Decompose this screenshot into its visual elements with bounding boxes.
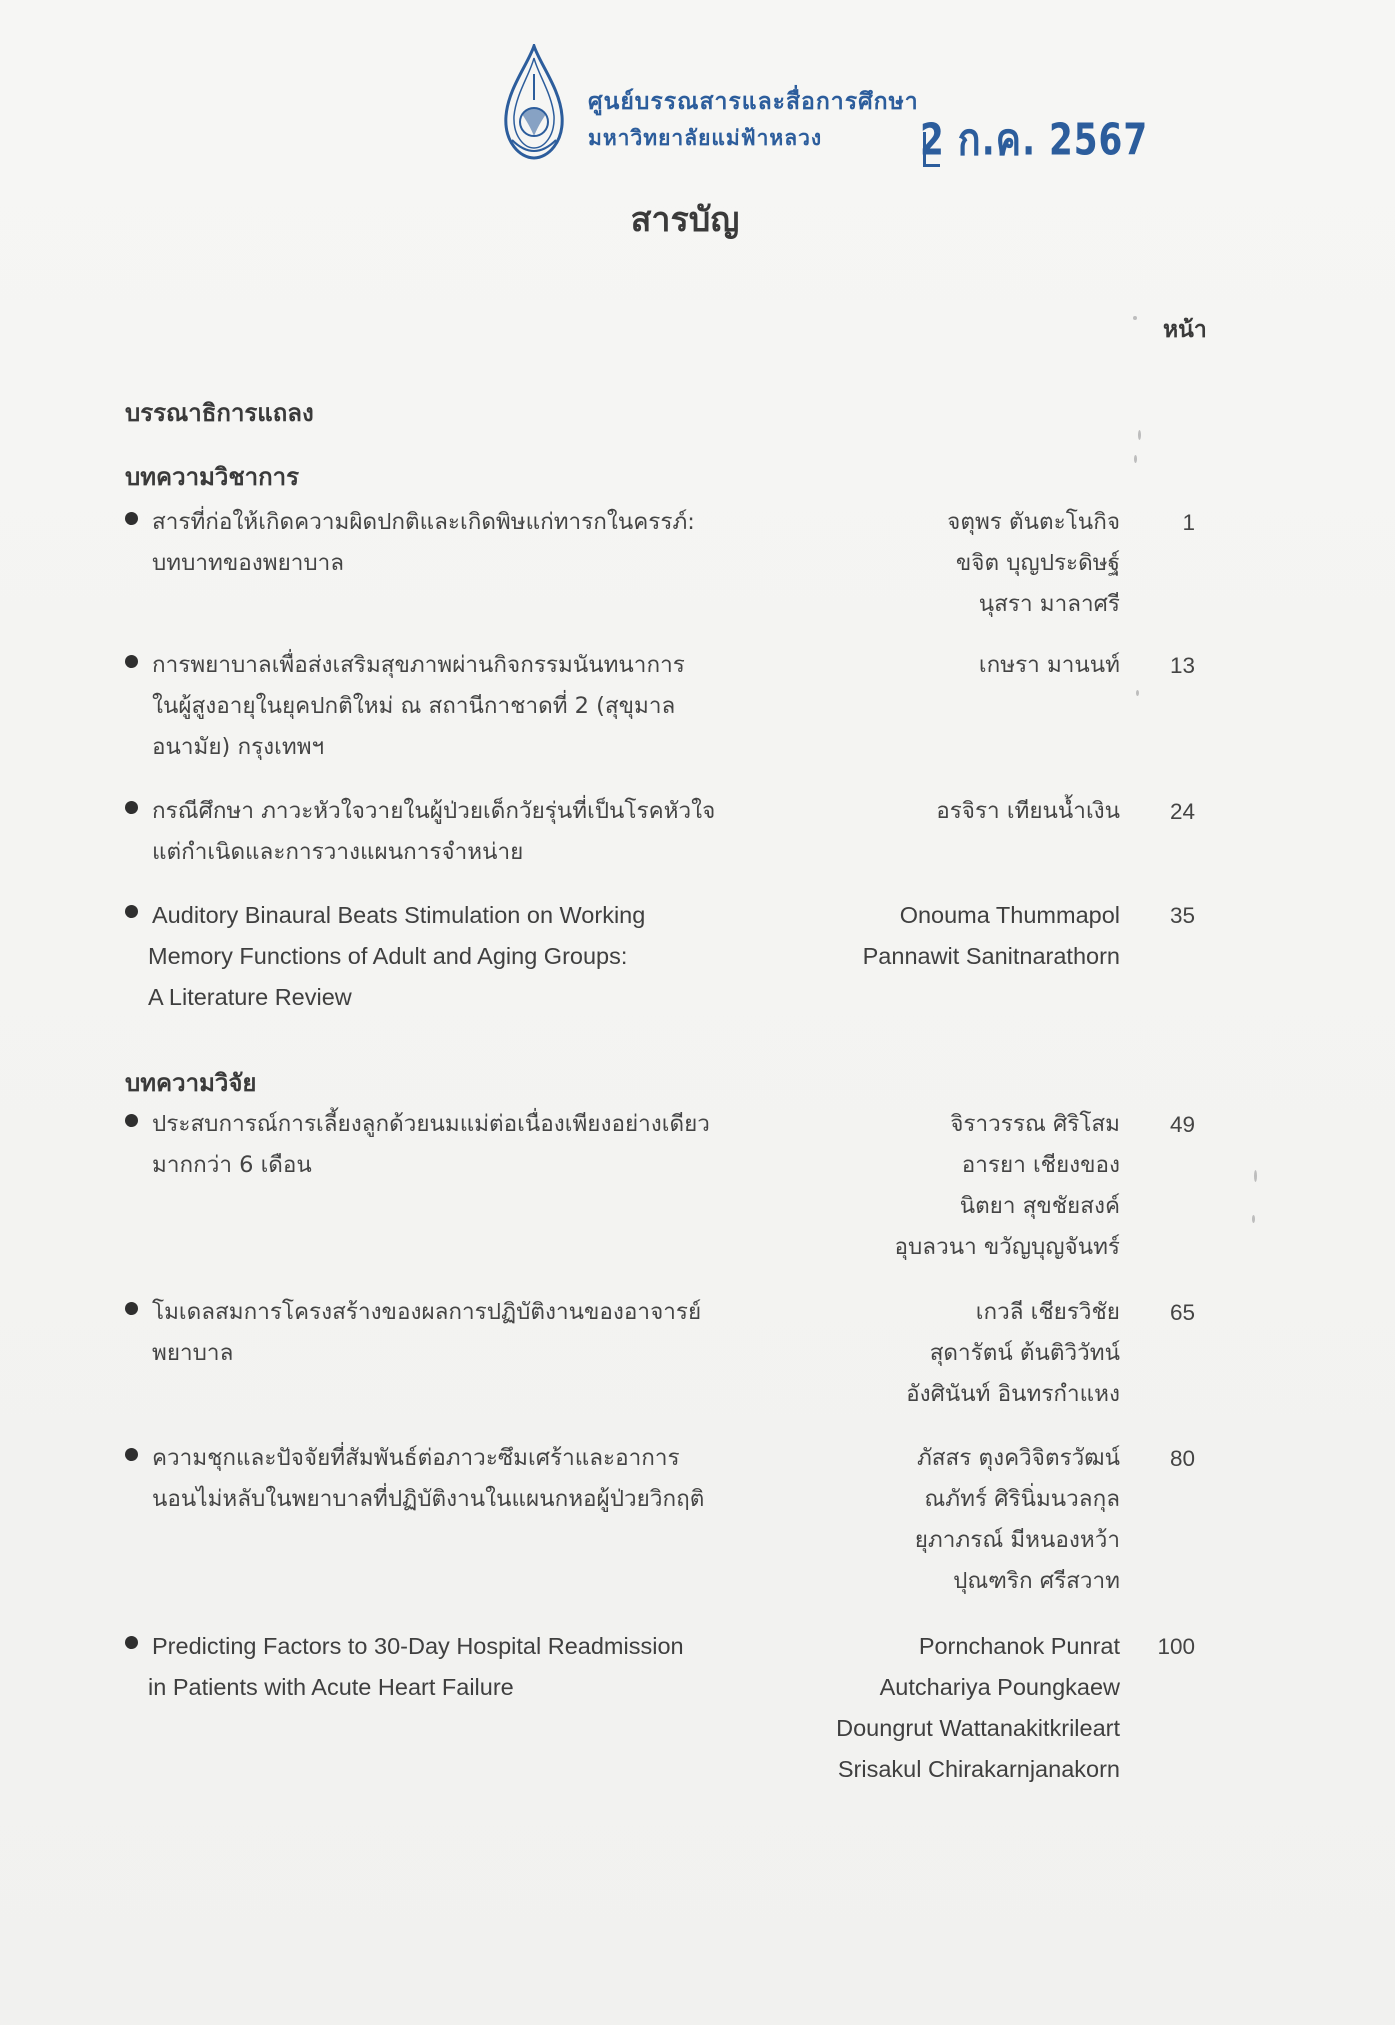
author-name: นุสรา มาลาศรี [978,591,1120,617]
entry-title [152,645,852,768]
author-name: อังศินันท์ อินทรกำแหง [906,1381,1120,1407]
entry-title-line: มากกว่า 6 เดือน [152,1152,312,1178]
entry-authors [894,1104,1120,1268]
bullet-icon [125,1448,138,1461]
author-name: เกษรา มานนท์ [978,652,1120,678]
library-stamp [498,44,1198,174]
entry-title-line: พยาบาล [152,1340,234,1366]
entry-page-number: 80 [1169,1446,1195,1471]
entry-authors [915,1438,1120,1602]
bullet-icon [125,1636,138,1649]
entry-title-line: ความชุกและปัจจัยที่สัมพันธ์ต่อภาวะซึมเศร้าและอาการ [152,1445,680,1471]
entry-page-number: 49 [1169,1112,1195,1137]
author-name: ณภัทร์ ศิรินิ่มนวลกุล [924,1486,1120,1512]
author-name: จิราวรรณ ศิริโสม [950,1111,1120,1137]
section-heading-academic: บทความวิชาการ [125,463,300,491]
entry-title [152,502,852,584]
bullet-icon [125,905,138,918]
bullet-icon [125,801,138,814]
entry-authors [936,791,1120,832]
entry-title-line: ในผู้สูงอายุในยุคปกติใหม่ ณ สถานีกาชาดที่ 2 (สุขุมาล [152,693,676,719]
section-heading-research: บทความวิจัย [125,1069,257,1097]
entry-page-number: 35 [1169,903,1195,928]
author-name: Onouma Thummapol [899,902,1120,928]
bullet-icon [125,655,138,668]
university-logo-icon [498,44,570,162]
entry-title-line: Predicting Factors to 30-Day Hospital Readmission [152,1633,684,1659]
author-name: อารยา เชียงของ [961,1152,1120,1178]
entry-title [152,1438,852,1520]
entry-title-line: สารที่ก่อให้เกิดความผิดปกติและเกิดพิษแก่ทารกในครรภ์: [152,509,695,535]
entry-page-number: 13 [1169,653,1195,678]
entry-title [152,791,852,873]
author-name: Pornchanok Punrat [918,1633,1120,1659]
entry-title [148,895,852,1018]
entry-title-line: การพยาบาลเพื่อส่งเสริมสุขภาพผ่านกิจกรรมนันทนาการ [152,652,685,678]
entry-title [148,1626,852,1708]
scan-speck [1133,316,1137,320]
author-name: สุดารัตน์ ต้นติวิวัทน์ [929,1340,1120,1366]
entry-title-line: กรณีศึกษา ภาวะหัวใจวายในผู้ป่วยเด็กวัยรุ่นที่เป็นโรคหัวใจ [152,798,716,824]
entry-title-line: แต่กำเนิดและการวางแผนการจำหน่าย [152,839,524,865]
page-title: สารบัญ [630,200,740,240]
entry-page-number: 100 [1157,1634,1195,1659]
author-name: Doungrut Wattanakitkrileart [836,1715,1120,1741]
entry-title-line: Memory Functions of Adult and Aging Groups: [148,943,628,969]
page-column-header: หน้า [1163,317,1207,343]
entry-authors [906,1292,1120,1415]
author-name: Pannawit Sanitnarathorn [862,943,1120,969]
scan-speck [1252,1215,1255,1223]
section-heading-editorial: บรรณาธิการแถลง [125,399,314,427]
bullet-icon [125,1114,138,1127]
author-name: Srisakul Chirakarnjanakorn [837,1756,1120,1782]
entry-title [152,1292,852,1374]
author-name: Autchariya Poungkaew [879,1674,1120,1700]
author-name: ภัสสร ตุงควิจิตรวัฒน์ [916,1445,1120,1471]
entry-title-line: นอนไม่หลับในพยาบาลที่ปฏิบัติงานในแผนกหอผู้ป่วยวิกฤติ [152,1486,705,1512]
author-name: เกวลี เชียรวิชัย [975,1299,1120,1325]
stamp-org-line1: ศูนย์บรรณสารและสื่อการศึกษา [588,88,919,115]
scan-speck [1138,430,1141,440]
entry-authors [863,895,1120,977]
author-name: จตุพร ตันตะโนกิจ [947,509,1120,535]
entry-title-line: ประสบการณ์การเลี้ยงลูกด้วยนมแม่ต่อเนื่องเพียงอย่างเดียว [152,1111,710,1137]
entry-title-line: A Literature Review [148,984,352,1010]
author-name: นิตยา สุขชัยสงค์ [959,1193,1120,1219]
entry-authors [947,502,1120,625]
author-name: ขจิต บุญประดิษฐ์ [955,550,1120,576]
entry-authors [836,1626,1120,1790]
scan-speck [1254,1170,1257,1182]
stamp-date: 2 ก.ค. 2567 [920,114,1149,165]
scan-speck [1136,690,1139,696]
entry-title-line: อนามัย) กรุงเทพฯ [152,734,325,760]
entry-title-line: Auditory Binaural Beats Stimulation on Working [152,902,646,928]
entry-page-number: 24 [1169,799,1195,824]
scan-speck [1134,455,1137,463]
bullet-icon [125,1302,138,1315]
entry-page-number: 65 [1169,1300,1195,1325]
author-name: อรจิรา เทียนน้ำเงิน [936,798,1120,824]
bullet-icon [125,512,138,525]
entry-title-line: in Patients with Acute Heart Failure [148,1674,514,1700]
entry-title-line: โมเดลสมการโครงสร้างของผลการปฏิบัติงานของอาจารย์ [152,1299,702,1325]
entry-page-number: 1 [1182,510,1195,535]
author-name: ปุณฑริก ศรีสวาท [953,1568,1120,1594]
stamp-org-line2: มหาวิทยาลัยแม่ฟ้าหลวง [588,125,823,150]
author-name: อุบลวนา ขวัญบุญจันทร์ [894,1234,1120,1260]
entry-title-line: บทบาทของพยาบาล [152,550,345,576]
entry-title [152,1104,852,1186]
entry-authors [979,645,1120,686]
author-name: ยุภาภรณ์ มีหนองหว้า [914,1527,1120,1553]
